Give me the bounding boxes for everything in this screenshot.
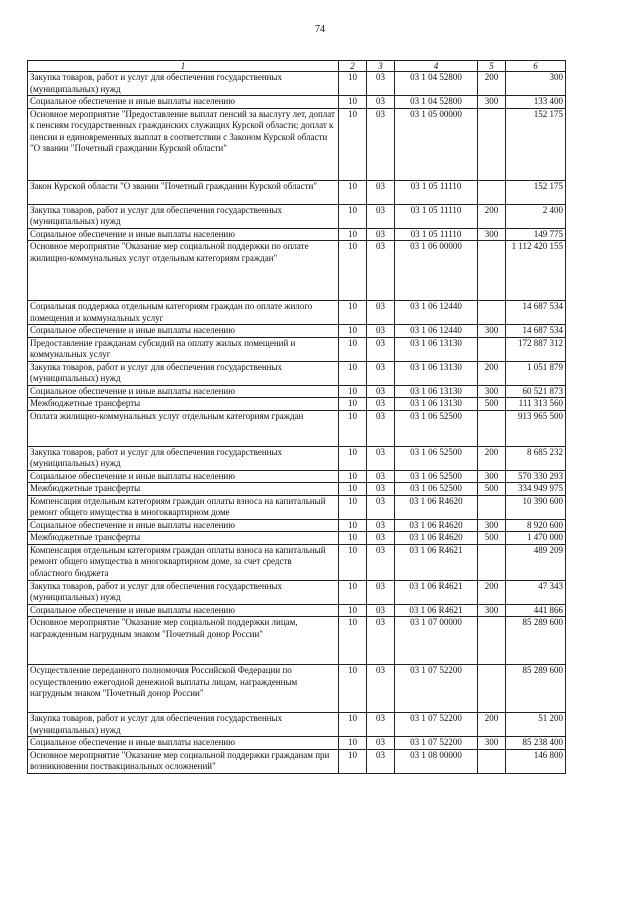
row-name: Социальное обеспечение и иные выплаты населению bbox=[28, 228, 339, 241]
row-section: 10 bbox=[339, 325, 367, 338]
row-amount: 152 175 bbox=[506, 180, 566, 204]
row-amount: 8 920 600 bbox=[506, 519, 566, 532]
budget-table bbox=[27, 60, 566, 774]
row-amount: 441 866 bbox=[506, 604, 566, 617]
row-subsection: 03 bbox=[367, 72, 395, 96]
row-section: 10 bbox=[339, 580, 367, 604]
row-subsection: 03 bbox=[367, 749, 395, 773]
table-row bbox=[28, 385, 566, 398]
row-expense-type bbox=[478, 241, 506, 301]
row-name: Основное мероприятие "Оказание мер социальной поддержки гражданам при возникновении поствакцинальных осложнений" bbox=[28, 749, 339, 773]
row-amount: 152 175 bbox=[506, 108, 566, 180]
row-name: Закупка товаров, работ и услуг для обеспечения государственных (муниципальных) нужд bbox=[28, 446, 339, 470]
row-target-code: 03 1 05 11110 bbox=[395, 228, 478, 241]
row-expense-type: 500 bbox=[478, 483, 506, 496]
row-expense-type bbox=[478, 410, 506, 446]
row-subsection: 03 bbox=[367, 446, 395, 470]
table-row bbox=[28, 713, 566, 737]
row-target-code: 03 1 07 00000 bbox=[395, 617, 478, 665]
row-subsection: 03 bbox=[367, 495, 395, 519]
row-name: Социальное обеспечение и иные выплаты населению bbox=[28, 325, 339, 338]
row-amount: 2 400 bbox=[506, 204, 566, 228]
table-row bbox=[28, 72, 566, 96]
row-target-code: 03 1 06 12440 bbox=[395, 325, 478, 338]
row-subsection: 03 bbox=[367, 108, 395, 180]
table-row bbox=[28, 410, 566, 446]
table-row bbox=[28, 617, 566, 665]
row-amount: 14 687 534 bbox=[506, 301, 566, 325]
row-section: 10 bbox=[339, 410, 367, 446]
row-subsection: 03 bbox=[367, 544, 395, 580]
row-name: Компенсация отдельным категориям граждан оплаты взноса на капитальный ремонт общего имущества в многоквартирном доме, за счет средств областного бюджета bbox=[28, 544, 339, 580]
row-section: 10 bbox=[339, 544, 367, 580]
row-name: Социальное обеспечение и иные выплаты населению bbox=[28, 470, 339, 483]
row-subsection: 03 bbox=[367, 617, 395, 665]
row-expense-type: 500 bbox=[478, 398, 506, 411]
row-subsection: 03 bbox=[367, 385, 395, 398]
row-target-code: 03 1 06 13130 bbox=[395, 398, 478, 411]
row-section: 10 bbox=[339, 495, 367, 519]
row-subsection: 03 bbox=[367, 713, 395, 737]
row-amount: 10 390 600 bbox=[506, 495, 566, 519]
row-section: 10 bbox=[339, 228, 367, 241]
table-row bbox=[28, 301, 566, 325]
table-row bbox=[28, 180, 566, 204]
table-row bbox=[28, 96, 566, 109]
row-target-code: 03 1 05 11110 bbox=[395, 204, 478, 228]
row-section: 10 bbox=[339, 72, 367, 96]
row-target-code: 03 1 06 12440 bbox=[395, 301, 478, 325]
row-target-code: 03 1 04 52800 bbox=[395, 96, 478, 109]
col-header-3: 3 bbox=[367, 61, 395, 72]
table-row bbox=[28, 749, 566, 773]
row-section: 10 bbox=[339, 361, 367, 385]
table-row bbox=[28, 604, 566, 617]
row-amount: 8 685 232 bbox=[506, 446, 566, 470]
row-name: Закупка товаров, работ и услуг для обеспечения государственных (муниципальных) нужд bbox=[28, 72, 339, 96]
row-name: Межбюджетные трансферты bbox=[28, 398, 339, 411]
row-target-code: 03 1 06 13130 bbox=[395, 385, 478, 398]
table-row bbox=[28, 495, 566, 519]
table-row bbox=[28, 361, 566, 385]
row-name: Основное мероприятие "Предоставление выплат пенсий за выслугу лет, доплат к пенсиям государственных гражданских служащих Курской области; доплат к пенсии и единовременных выплат в соответствии с Законом Курской области "О звании "Почетный гражданин Курской области" bbox=[28, 108, 339, 180]
row-subsection: 03 bbox=[367, 180, 395, 204]
row-subsection: 03 bbox=[367, 483, 395, 496]
col-header-4: 4 bbox=[395, 61, 478, 72]
row-subsection: 03 bbox=[367, 228, 395, 241]
row-amount: 172 887 312 bbox=[506, 337, 566, 361]
table-row bbox=[28, 398, 566, 411]
row-section: 10 bbox=[339, 483, 367, 496]
row-target-code: 03 1 04 52800 bbox=[395, 72, 478, 96]
row-amount: 14 687 534 bbox=[506, 325, 566, 338]
row-expense-type: 300 bbox=[478, 325, 506, 338]
row-target-code: 03 1 06 R4621 bbox=[395, 580, 478, 604]
row-name: Социальное обеспечение и иные выплаты населению bbox=[28, 96, 339, 109]
header-row bbox=[28, 61, 566, 72]
row-expense-type: 200 bbox=[478, 72, 506, 96]
row-expense-type: 200 bbox=[478, 204, 506, 228]
row-expense-type bbox=[478, 108, 506, 180]
row-expense-type bbox=[478, 495, 506, 519]
row-section: 10 bbox=[339, 665, 367, 713]
table-row bbox=[28, 580, 566, 604]
page-number: 74 bbox=[315, 24, 325, 35]
row-amount: 334 949 975 bbox=[506, 483, 566, 496]
row-name: Основное мероприятие "Оказание мер социальной поддержки по оплате жилищно-коммунальных услуг отдельным категориям граждан" bbox=[28, 241, 339, 301]
table-row bbox=[28, 325, 566, 338]
table-row bbox=[28, 737, 566, 750]
row-name: Осуществление переданного полномочия Российской Федерации по осуществлению ежегодной денежной выплаты лицам, награжденным нагрудным знаком "Почетный донор России" bbox=[28, 665, 339, 713]
row-expense-type: 300 bbox=[478, 737, 506, 750]
row-expense-type: 200 bbox=[478, 713, 506, 737]
row-subsection: 03 bbox=[367, 532, 395, 545]
table-row bbox=[28, 519, 566, 532]
row-section: 10 bbox=[339, 470, 367, 483]
row-expense-type bbox=[478, 180, 506, 204]
row-expense-type: 200 bbox=[478, 446, 506, 470]
row-expense-type: 300 bbox=[478, 470, 506, 483]
row-name: Закупка товаров, работ и услуг для обеспечения государственных (муниципальных) нужд bbox=[28, 361, 339, 385]
row-amount: 146 800 bbox=[506, 749, 566, 773]
row-target-code: 03 1 06 52500 bbox=[395, 483, 478, 496]
row-section: 10 bbox=[339, 204, 367, 228]
row-expense-type bbox=[478, 337, 506, 361]
row-target-code: 03 1 06 00000 bbox=[395, 241, 478, 301]
row-expense-type bbox=[478, 301, 506, 325]
row-section: 10 bbox=[339, 398, 367, 411]
row-amount: 133 400 bbox=[506, 96, 566, 109]
row-subsection: 03 bbox=[367, 737, 395, 750]
row-target-code: 03 1 06 52500 bbox=[395, 410, 478, 446]
row-amount: 1 470 000 bbox=[506, 532, 566, 545]
row-section: 10 bbox=[339, 713, 367, 737]
row-section: 10 bbox=[339, 180, 367, 204]
row-subsection: 03 bbox=[367, 665, 395, 713]
row-section: 10 bbox=[339, 301, 367, 325]
table-row bbox=[28, 204, 566, 228]
row-target-code: 03 1 07 52200 bbox=[395, 665, 478, 713]
row-expense-type: 300 bbox=[478, 96, 506, 109]
row-subsection: 03 bbox=[367, 325, 395, 338]
row-target-code: 03 1 06 R4621 bbox=[395, 604, 478, 617]
row-section: 10 bbox=[339, 385, 367, 398]
row-section: 10 bbox=[339, 617, 367, 665]
row-section: 10 bbox=[339, 446, 367, 470]
row-subsection: 03 bbox=[367, 241, 395, 301]
row-name: Предоставление гражданам субсидий на оплату жилых помещений и коммунальных услуг bbox=[28, 337, 339, 361]
row-amount: 1 051 879 bbox=[506, 361, 566, 385]
row-amount: 85 289 600 bbox=[506, 617, 566, 665]
row-amount: 47 343 bbox=[506, 580, 566, 604]
row-expense-type: 300 bbox=[478, 519, 506, 532]
row-amount: 1 112 420 155 bbox=[506, 241, 566, 301]
row-section: 10 bbox=[339, 737, 367, 750]
row-subsection: 03 bbox=[367, 398, 395, 411]
table-row bbox=[28, 544, 566, 580]
row-expense-type bbox=[478, 617, 506, 665]
table-row bbox=[28, 532, 566, 545]
row-section: 10 bbox=[339, 749, 367, 773]
row-name: Социальное обеспечение и иные выплаты населению bbox=[28, 519, 339, 532]
row-target-code: 03 1 06 R4620 bbox=[395, 495, 478, 519]
row-section: 10 bbox=[339, 604, 367, 617]
row-expense-type: 200 bbox=[478, 361, 506, 385]
row-expense-type: 300 bbox=[478, 228, 506, 241]
table-row bbox=[28, 337, 566, 361]
row-target-code: 03 1 07 52200 bbox=[395, 713, 478, 737]
row-subsection: 03 bbox=[367, 204, 395, 228]
row-target-code: 03 1 06 52500 bbox=[395, 446, 478, 470]
row-name: Социальное обеспечение и иные выплаты населению bbox=[28, 604, 339, 617]
row-name: Закупка товаров, работ и услуг для обеспечения государственных (муниципальных) нужд bbox=[28, 580, 339, 604]
row-subsection: 03 bbox=[367, 470, 395, 483]
row-target-code: 03 1 06 R4620 bbox=[395, 532, 478, 545]
row-name: Социальное обеспечение и иные выплаты населению bbox=[28, 737, 339, 750]
row-section: 10 bbox=[339, 337, 367, 361]
row-subsection: 03 bbox=[367, 580, 395, 604]
row-target-code: 03 1 06 13130 bbox=[395, 337, 478, 361]
row-name: Закупка товаров, работ и услуг для обеспечения государственных (муниципальных) нужд bbox=[28, 713, 339, 737]
row-subsection: 03 bbox=[367, 361, 395, 385]
row-target-code: 03 1 06 13130 bbox=[395, 361, 478, 385]
row-expense-type bbox=[478, 544, 506, 580]
row-subsection: 03 bbox=[367, 410, 395, 446]
table-row bbox=[28, 665, 566, 713]
row-target-code: 03 1 07 52200 bbox=[395, 737, 478, 750]
table-row bbox=[28, 228, 566, 241]
row-name: Закон Курской области "О звании "Почетный гражданин Курской области" bbox=[28, 180, 339, 204]
row-section: 10 bbox=[339, 241, 367, 301]
row-section: 10 bbox=[339, 96, 367, 109]
row-expense-type bbox=[478, 665, 506, 713]
row-name: Оплата жилищно-коммунальных услуг отдельным категориям граждан bbox=[28, 410, 339, 446]
row-subsection: 03 bbox=[367, 301, 395, 325]
row-subsection: 03 bbox=[367, 604, 395, 617]
row-section: 10 bbox=[339, 519, 367, 532]
row-amount: 300 bbox=[506, 72, 566, 96]
row-target-code: 03 1 05 11110 bbox=[395, 180, 478, 204]
row-amount: 570 330 293 bbox=[506, 470, 566, 483]
row-amount: 85 238 400 bbox=[506, 737, 566, 750]
row-subsection: 03 bbox=[367, 519, 395, 532]
row-name: Социальное обеспечение и иные выплаты населению bbox=[28, 385, 339, 398]
row-expense-type: 300 bbox=[478, 385, 506, 398]
col-header-6: 6 bbox=[506, 61, 566, 72]
col-header-2: 2 bbox=[339, 61, 367, 72]
table-row bbox=[28, 108, 566, 180]
row-name: Межбюджетные трансферты bbox=[28, 483, 339, 496]
row-expense-type: 200 bbox=[478, 580, 506, 604]
row-name: Социальная поддержка отдельным категориям граждан по оплате жилого помещения и коммунальных услуг bbox=[28, 301, 339, 325]
row-amount: 489 209 bbox=[506, 544, 566, 580]
table-row bbox=[28, 470, 566, 483]
table-row bbox=[28, 241, 566, 301]
row-subsection: 03 bbox=[367, 337, 395, 361]
row-name: Компенсация отдельным категориям граждан оплаты взноса на капитальный ремонт общего имущества в многоквартирном доме bbox=[28, 495, 339, 519]
row-section: 10 bbox=[339, 108, 367, 180]
row-name: Межбюджетные трансферты bbox=[28, 532, 339, 545]
row-amount: 111 313 560 bbox=[506, 398, 566, 411]
row-target-code: 03 1 06 52500 bbox=[395, 470, 478, 483]
row-amount: 51 200 bbox=[506, 713, 566, 737]
table-row bbox=[28, 446, 566, 470]
row-target-code: 03 1 08 00000 bbox=[395, 749, 478, 773]
row-expense-type: 500 bbox=[478, 532, 506, 545]
row-target-code: 03 1 06 R4620 bbox=[395, 519, 478, 532]
row-expense-type bbox=[478, 749, 506, 773]
row-expense-type: 300 bbox=[478, 604, 506, 617]
row-name: Закупка товаров, работ и услуг для обеспечения государственных (муниципальных) нужд bbox=[28, 204, 339, 228]
col-header-5: 5 bbox=[478, 61, 506, 72]
row-subsection: 03 bbox=[367, 96, 395, 109]
row-amount: 85 289 600 bbox=[506, 665, 566, 713]
row-amount: 913 965 500 bbox=[506, 410, 566, 446]
row-name: Основное мероприятие "Оказание мер социальной поддержки лицам, награжденным нагрудным знаком "Почетный донор России" bbox=[28, 617, 339, 665]
row-target-code: 03 1 06 R4621 bbox=[395, 544, 478, 580]
row-amount: 60 521 873 bbox=[506, 385, 566, 398]
row-section: 10 bbox=[339, 532, 367, 545]
row-target-code: 03 1 05 00000 bbox=[395, 108, 478, 180]
row-amount: 149 775 bbox=[506, 228, 566, 241]
col-header-1: 1 bbox=[28, 61, 339, 72]
table-row bbox=[28, 483, 566, 496]
